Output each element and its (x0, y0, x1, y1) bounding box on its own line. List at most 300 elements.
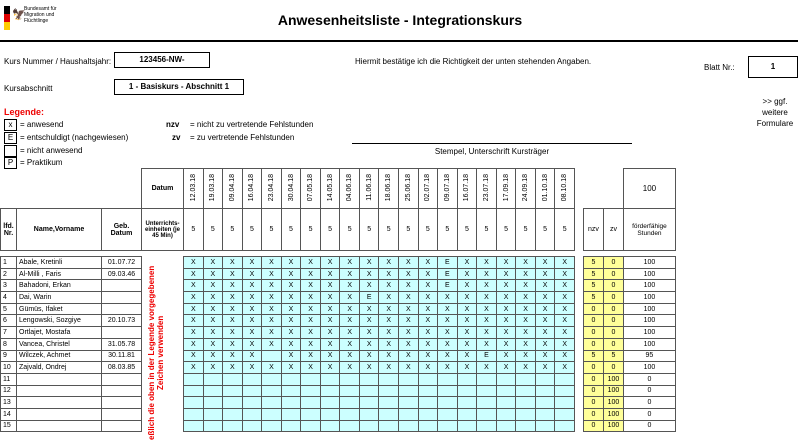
attendance-cell[interactable]: X (301, 303, 321, 315)
attendance-cell[interactable]: X (242, 350, 262, 362)
attendance-cell[interactable] (457, 408, 477, 420)
attendance-cell[interactable] (320, 420, 340, 432)
attendance-cell[interactable]: X (359, 280, 379, 292)
unit-cell[interactable]: 5 (340, 209, 360, 251)
attendance-cell[interactable]: X (262, 327, 282, 339)
date-cell[interactable] (340, 169, 360, 209)
birthdate-cell[interactable]: 31.05.78 (102, 338, 142, 350)
attendance-cell[interactable]: X (184, 303, 204, 315)
attendance-cell[interactable]: X (359, 303, 379, 315)
attendance-cell[interactable]: X (438, 362, 458, 374)
attendance-cell[interactable]: X (516, 268, 536, 280)
attendance-cell[interactable]: X (496, 303, 516, 315)
student-name-cell[interactable] (17, 420, 102, 432)
student-name-cell[interactable]: Wilczek, Achmet (17, 350, 102, 362)
attendance-cell[interactable]: X (203, 257, 223, 269)
attendance-cell[interactable]: X (223, 292, 243, 304)
attendance-cell[interactable]: X (242, 268, 262, 280)
attendance-cell[interactable]: X (340, 268, 360, 280)
attendance-cell[interactable] (477, 420, 497, 432)
attendance-cell[interactable] (516, 408, 536, 420)
attendance-cell[interactable]: X (516, 303, 536, 315)
birthdate-cell[interactable] (102, 373, 142, 385)
date-cell[interactable] (379, 169, 399, 209)
attendance-cell[interactable]: X (223, 280, 243, 292)
attendance-cell[interactable]: X (262, 280, 282, 292)
attendance-cell[interactable]: X (457, 257, 477, 269)
attendance-cell[interactable] (516, 385, 536, 397)
attendance-cell[interactable] (340, 385, 360, 397)
attendance-cell[interactable]: X (281, 303, 301, 315)
attendance-cell[interactable]: X (223, 338, 243, 350)
attendance-cell[interactable]: X (477, 362, 497, 374)
attendance-cell[interactable]: X (340, 327, 360, 339)
attendance-cell[interactable]: X (301, 350, 321, 362)
attendance-cell[interactable] (457, 385, 477, 397)
attendance-cell[interactable]: X (496, 315, 516, 327)
attendance-cell[interactable] (379, 408, 399, 420)
attendance-cell[interactable]: X (555, 257, 575, 269)
birthdate-cell[interactable] (102, 292, 142, 304)
attendance-cell[interactable]: X (457, 338, 477, 350)
attendance-cell[interactable]: X (496, 327, 516, 339)
attendance-cell[interactable] (184, 397, 204, 409)
attendance-cell[interactable]: X (320, 315, 340, 327)
attendance-cell[interactable]: X (379, 350, 399, 362)
attendance-cell[interactable]: X (359, 257, 379, 269)
attendance-cell[interactable]: X (203, 303, 223, 315)
attendance-cell[interactable]: X (418, 315, 438, 327)
date-cell[interactable] (301, 169, 321, 209)
attendance-cell[interactable] (516, 397, 536, 409)
unit-cell[interactable]: 5 (555, 209, 575, 251)
attendance-cell[interactable]: X (262, 338, 282, 350)
attendance-cell[interactable] (281, 397, 301, 409)
attendance-cell[interactable] (477, 385, 497, 397)
student-name-cell[interactable] (17, 385, 102, 397)
attendance-cell[interactable]: X (301, 315, 321, 327)
attendance-cell[interactable] (281, 408, 301, 420)
attendance-cell[interactable]: X (438, 338, 458, 350)
unit-cell[interactable]: 5 (379, 209, 399, 251)
attendance-cell[interactable] (340, 373, 360, 385)
attendance-cell[interactable] (359, 408, 379, 420)
attendance-cell[interactable]: X (516, 315, 536, 327)
attendance-cell[interactable]: E (438, 280, 458, 292)
attendance-cell[interactable]: X (379, 315, 399, 327)
attendance-cell[interactable] (496, 385, 516, 397)
attendance-cell[interactable]: X (477, 327, 497, 339)
foerder-total-field[interactable]: 100 (623, 169, 675, 209)
attendance-cell[interactable] (535, 397, 555, 409)
attendance-cell[interactable]: X (418, 292, 438, 304)
birthdate-cell[interactable]: 08.03.85 (102, 362, 142, 374)
attendance-cell[interactable]: X (516, 350, 536, 362)
attendance-cell[interactable]: X (320, 292, 340, 304)
date-cell[interactable] (516, 169, 536, 209)
attendance-cell[interactable]: X (262, 257, 282, 269)
attendance-cell[interactable]: X (223, 327, 243, 339)
attendance-cell[interactable] (301, 408, 321, 420)
attendance-cell[interactable] (281, 385, 301, 397)
attendance-cell[interactable]: X (516, 362, 536, 374)
attendance-cell[interactable]: X (281, 315, 301, 327)
attendance-cell[interactable] (418, 397, 438, 409)
attendance-cell[interactable]: X (242, 338, 262, 350)
student-name-cell[interactable] (17, 408, 102, 420)
birthdate-cell[interactable] (102, 408, 142, 420)
attendance-cell[interactable]: X (555, 362, 575, 374)
attendance-cell[interactable]: X (242, 257, 262, 269)
attendance-cell[interactable]: X (418, 350, 438, 362)
attendance-cell[interactable]: X (457, 280, 477, 292)
attendance-cell[interactable] (262, 420, 282, 432)
attendance-cell[interactable]: X (301, 362, 321, 374)
attendance-cell[interactable]: X (555, 338, 575, 350)
attendance-cell[interactable]: X (281, 268, 301, 280)
birthdate-cell[interactable]: 30.11.81 (102, 350, 142, 362)
attendance-cell[interactable]: X (203, 280, 223, 292)
attendance-cell[interactable]: X (535, 292, 555, 304)
attendance-cell[interactable]: X (262, 292, 282, 304)
attendance-cell[interactable]: X (184, 315, 204, 327)
birthdate-cell[interactable] (102, 280, 142, 292)
attendance-cell[interactable]: X (516, 292, 536, 304)
student-name-cell[interactable]: Abale, Kretinli (17, 257, 102, 269)
attendance-cell[interactable]: X (262, 268, 282, 280)
attendance-cell[interactable] (379, 373, 399, 385)
birthdate-cell[interactable]: 20.10.73 (102, 315, 142, 327)
attendance-cell[interactable]: X (418, 327, 438, 339)
attendance-cell[interactable] (418, 385, 438, 397)
attendance-cell[interactable] (223, 385, 243, 397)
unit-cell[interactable]: 5 (359, 209, 379, 251)
attendance-cell[interactable]: X (301, 280, 321, 292)
attendance-cell[interactable]: X (418, 257, 438, 269)
attendance-cell[interactable] (418, 420, 438, 432)
attendance-cell[interactable]: X (399, 350, 419, 362)
attendance-cell[interactable]: X (340, 257, 360, 269)
unit-cell[interactable]: 5 (438, 209, 458, 251)
attendance-cell[interactable] (262, 397, 282, 409)
attendance-cell[interactable]: X (359, 327, 379, 339)
attendance-cell[interactable]: X (242, 315, 262, 327)
attendance-cell[interactable] (555, 420, 575, 432)
attendance-cell[interactable] (320, 397, 340, 409)
unit-cell[interactable]: 5 (301, 209, 321, 251)
attendance-cell[interactable]: X (301, 257, 321, 269)
attendance-cell[interactable] (379, 397, 399, 409)
student-name-cell[interactable]: Zajvald, Ondrej (17, 362, 102, 374)
attendance-cell[interactable]: X (535, 268, 555, 280)
date-cell[interactable] (535, 169, 555, 209)
attendance-cell[interactable]: X (184, 292, 204, 304)
unit-cell[interactable]: 5 (496, 209, 516, 251)
date-cell[interactable] (555, 169, 575, 209)
attendance-cell[interactable] (340, 420, 360, 432)
attendance-cell[interactable]: X (555, 303, 575, 315)
attendance-cell[interactable] (438, 420, 458, 432)
date-cell[interactable] (477, 169, 497, 209)
attendance-cell[interactable] (223, 408, 243, 420)
date-cell[interactable] (359, 169, 379, 209)
attendance-cell[interactable] (242, 408, 262, 420)
unit-cell[interactable]: 5 (281, 209, 301, 251)
attendance-cell[interactable] (438, 397, 458, 409)
attendance-cell[interactable] (438, 385, 458, 397)
attendance-cell[interactable]: X (399, 268, 419, 280)
attendance-cell[interactable]: X (223, 257, 243, 269)
attendance-cell[interactable] (203, 373, 223, 385)
attendance-cell[interactable]: X (496, 280, 516, 292)
attendance-cell[interactable]: X (184, 338, 204, 350)
unit-cell[interactable]: 5 (418, 209, 438, 251)
date-cell[interactable] (281, 169, 301, 209)
attendance-cell[interactable]: X (281, 257, 301, 269)
attendance-cell[interactable]: E (477, 350, 497, 362)
attendance-cell[interactable]: X (379, 362, 399, 374)
birthdate-cell[interactable] (102, 385, 142, 397)
attendance-cell[interactable]: X (438, 292, 458, 304)
student-name-cell[interactable]: Al-Milli , Faris (17, 268, 102, 280)
unit-cell[interactable]: 5 (516, 209, 536, 251)
attendance-cell[interactable]: X (477, 303, 497, 315)
attendance-cell[interactable]: X (340, 315, 360, 327)
attendance-cell[interactable] (379, 385, 399, 397)
attendance-cell[interactable]: X (516, 280, 536, 292)
attendance-cell[interactable]: X (359, 315, 379, 327)
attendance-cell[interactable]: X (496, 362, 516, 374)
attendance-cell[interactable]: X (438, 315, 458, 327)
birthdate-cell[interactable] (102, 397, 142, 409)
attendance-cell[interactable] (555, 408, 575, 420)
attendance-cell[interactable] (242, 420, 262, 432)
birthdate-cell[interactable] (102, 420, 142, 432)
attendance-cell[interactable]: X (242, 292, 262, 304)
date-cell[interactable] (438, 169, 458, 209)
attendance-cell[interactable]: X (535, 315, 555, 327)
attendance-cell[interactable] (477, 408, 497, 420)
attendance-cell[interactable] (340, 397, 360, 409)
attendance-cell[interactable]: X (535, 257, 555, 269)
unit-cell[interactable]: 5 (203, 209, 223, 251)
attendance-cell[interactable]: X (477, 257, 497, 269)
attendance-cell[interactable]: X (555, 292, 575, 304)
attendance-cell[interactable]: X (223, 303, 243, 315)
attendance-cell[interactable]: X (477, 268, 497, 280)
attendance-cell[interactable]: X (203, 315, 223, 327)
attendance-cell[interactable] (457, 420, 477, 432)
attendance-cell[interactable] (223, 373, 243, 385)
student-name-cell[interactable]: Lengowski, Sozgiye (17, 315, 102, 327)
date-cell[interactable] (242, 169, 262, 209)
attendance-cell[interactable]: X (320, 280, 340, 292)
attendance-cell[interactable]: X (399, 292, 419, 304)
attendance-cell[interactable]: X (438, 327, 458, 339)
attendance-cell[interactable] (242, 397, 262, 409)
attendance-cell[interactable] (223, 420, 243, 432)
attendance-cell[interactable]: X (184, 362, 204, 374)
attendance-cell[interactable]: X (281, 338, 301, 350)
attendance-cell[interactable]: X (555, 280, 575, 292)
attendance-cell[interactable]: X (379, 292, 399, 304)
attendance-cell[interactable]: X (555, 350, 575, 362)
unit-cell[interactable]: 5 (184, 209, 204, 251)
date-cell[interactable] (203, 169, 223, 209)
attendance-cell[interactable] (184, 373, 204, 385)
attendance-cell[interactable] (223, 397, 243, 409)
attendance-cell[interactable]: X (399, 303, 419, 315)
attendance-cell[interactable] (399, 408, 419, 420)
attendance-cell[interactable] (359, 420, 379, 432)
attendance-cell[interactable]: X (477, 292, 497, 304)
attendance-cell[interactable] (301, 397, 321, 409)
attendance-cell[interactable]: X (203, 362, 223, 374)
attendance-cell[interactable] (399, 397, 419, 409)
unit-cell[interactable]: 5 (262, 209, 282, 251)
attendance-cell[interactable]: X (555, 315, 575, 327)
attendance-cell[interactable]: X (457, 350, 477, 362)
attendance-cell[interactable] (535, 408, 555, 420)
attendance-cell[interactable]: X (535, 362, 555, 374)
attendance-cell[interactable]: X (418, 268, 438, 280)
attendance-cell[interactable]: X (457, 292, 477, 304)
attendance-cell[interactable] (516, 373, 536, 385)
attendance-cell[interactable]: X (223, 315, 243, 327)
attendance-cell[interactable]: X (535, 350, 555, 362)
attendance-cell[interactable] (184, 420, 204, 432)
attendance-cell[interactable]: X (262, 303, 282, 315)
attendance-cell[interactable]: X (262, 315, 282, 327)
attendance-cell[interactable]: X (379, 280, 399, 292)
student-name-cell[interactable]: Gümüs, Ifaket (17, 303, 102, 315)
attendance-cell[interactable]: X (359, 362, 379, 374)
attendance-cell[interactable]: E (359, 292, 379, 304)
attendance-cell[interactable]: X (359, 338, 379, 350)
attendance-cell[interactable]: X (457, 362, 477, 374)
date-cell[interactable] (457, 169, 477, 209)
attendance-cell[interactable]: X (340, 362, 360, 374)
attendance-cell[interactable] (262, 350, 282, 362)
attendance-cell[interactable]: X (418, 303, 438, 315)
attendance-cell[interactable] (184, 408, 204, 420)
attendance-cell[interactable]: X (281, 327, 301, 339)
birthdate-cell[interactable]: 01.07.72 (102, 257, 142, 269)
attendance-cell[interactable]: X (379, 338, 399, 350)
attendance-cell[interactable]: X (281, 350, 301, 362)
attendance-cell[interactable] (203, 408, 223, 420)
attendance-cell[interactable] (399, 373, 419, 385)
attendance-cell[interactable]: X (399, 257, 419, 269)
attendance-cell[interactable]: X (184, 350, 204, 362)
attendance-cell[interactable]: X (301, 292, 321, 304)
unit-cell[interactable]: 5 (477, 209, 497, 251)
attendance-cell[interactable]: X (457, 327, 477, 339)
attendance-cell[interactable]: X (320, 257, 340, 269)
attendance-cell[interactable] (281, 420, 301, 432)
attendance-cell[interactable]: X (203, 268, 223, 280)
attendance-cell[interactable]: X (477, 338, 497, 350)
student-name-cell[interactable]: Dai, Warin (17, 292, 102, 304)
kurs-number-field[interactable]: 123456-NW- (114, 52, 210, 68)
attendance-cell[interactable]: X (399, 280, 419, 292)
attendance-cell[interactable]: X (418, 338, 438, 350)
attendance-cell[interactable] (496, 373, 516, 385)
attendance-cell[interactable]: X (203, 338, 223, 350)
attendance-cell[interactable]: X (320, 327, 340, 339)
attendance-cell[interactable]: X (496, 338, 516, 350)
attendance-cell[interactable] (457, 373, 477, 385)
date-cell[interactable] (399, 169, 419, 209)
attendance-cell[interactable]: X (457, 268, 477, 280)
attendance-cell[interactable]: X (184, 268, 204, 280)
attendance-cell[interactable] (203, 397, 223, 409)
attendance-cell[interactable]: X (242, 303, 262, 315)
attendance-cell[interactable]: X (379, 268, 399, 280)
attendance-cell[interactable]: X (555, 327, 575, 339)
attendance-cell[interactable] (242, 373, 262, 385)
attendance-cell[interactable]: X (457, 303, 477, 315)
attendance-cell[interactable]: X (399, 338, 419, 350)
attendance-cell[interactable] (379, 420, 399, 432)
attendance-cell[interactable] (516, 420, 536, 432)
attendance-cell[interactable] (301, 420, 321, 432)
attendance-cell[interactable]: X (359, 268, 379, 280)
birthdate-cell[interactable] (102, 303, 142, 315)
attendance-cell[interactable]: X (301, 268, 321, 280)
attendance-cell[interactable]: X (301, 327, 321, 339)
attendance-cell[interactable] (281, 373, 301, 385)
kursabschnitt-field[interactable]: 1 - Basiskurs - Abschnitt 1 (114, 79, 244, 95)
attendance-cell[interactable]: X (399, 327, 419, 339)
attendance-cell[interactable]: X (399, 315, 419, 327)
attendance-cell[interactable] (535, 420, 555, 432)
unit-cell[interactable]: 5 (457, 209, 477, 251)
attendance-cell[interactable]: X (223, 268, 243, 280)
attendance-cell[interactable] (399, 385, 419, 397)
attendance-cell[interactable] (438, 408, 458, 420)
attendance-cell[interactable]: E (438, 268, 458, 280)
attendance-cell[interactable] (242, 385, 262, 397)
attendance-cell[interactable]: X (281, 280, 301, 292)
attendance-cell[interactable]: X (340, 303, 360, 315)
date-cell[interactable] (262, 169, 282, 209)
attendance-cell[interactable]: X (438, 303, 458, 315)
attendance-cell[interactable] (359, 397, 379, 409)
birthdate-cell[interactable] (102, 327, 142, 339)
attendance-cell[interactable] (301, 373, 321, 385)
attendance-cell[interactable]: X (320, 268, 340, 280)
attendance-cell[interactable]: X (438, 350, 458, 362)
attendance-cell[interactable]: X (320, 338, 340, 350)
attendance-cell[interactable] (320, 408, 340, 420)
attendance-cell[interactable]: X (535, 303, 555, 315)
attendance-cell[interactable] (359, 385, 379, 397)
birthdate-cell[interactable]: 09.03.46 (102, 268, 142, 280)
attendance-cell[interactable]: X (555, 268, 575, 280)
unit-cell[interactable]: 5 (242, 209, 262, 251)
student-name-cell[interactable] (17, 373, 102, 385)
attendance-cell[interactable] (457, 397, 477, 409)
attendance-cell[interactable] (496, 397, 516, 409)
attendance-cell[interactable]: X (184, 280, 204, 292)
unit-cell[interactable]: 5 (223, 209, 243, 251)
attendance-cell[interactable]: X (242, 327, 262, 339)
student-name-cell[interactable]: Ortlajet, Mostafa (17, 327, 102, 339)
attendance-cell[interactable]: X (340, 350, 360, 362)
attendance-cell[interactable] (555, 385, 575, 397)
attendance-cell[interactable] (399, 420, 419, 432)
